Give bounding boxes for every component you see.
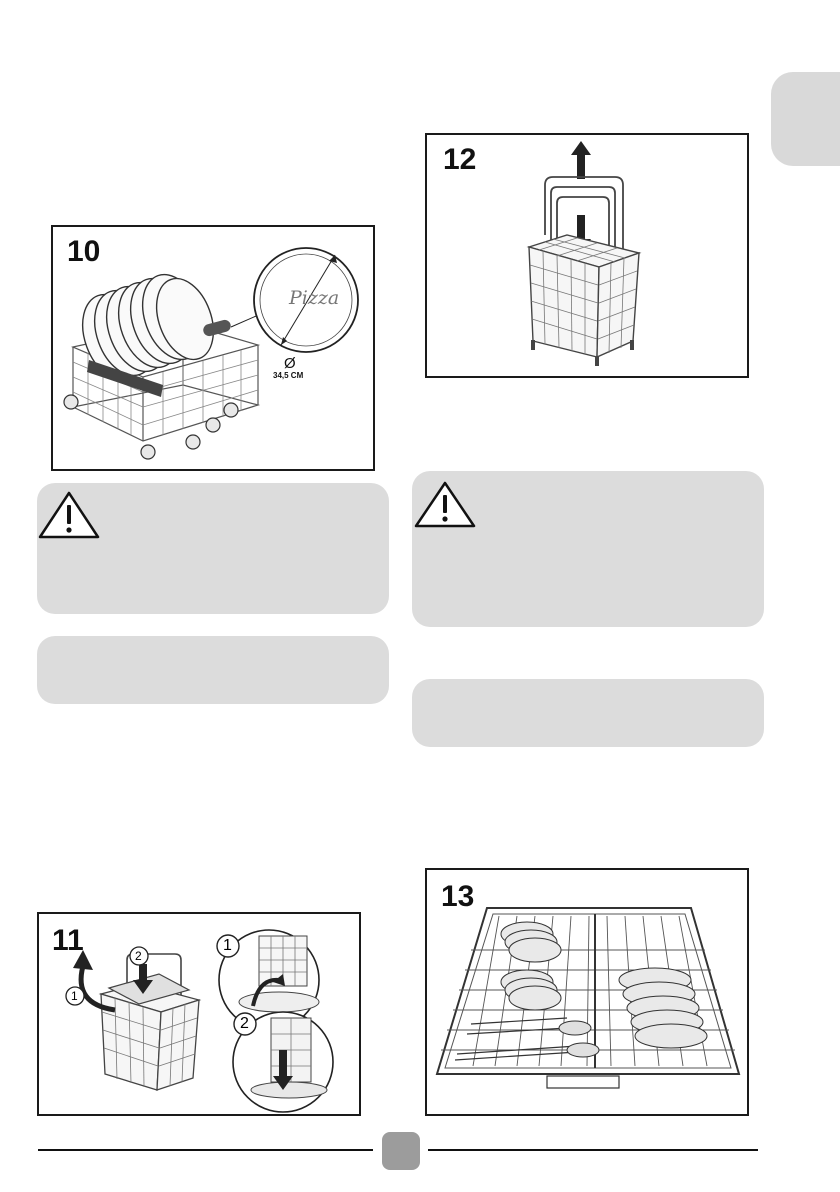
diameter-value: 34,5 CM (273, 371, 304, 380)
footer-rule-right (428, 1149, 758, 1151)
figure-number: 11 (52, 924, 84, 957)
detail-step-2-label: 2 (240, 1015, 249, 1032)
figure-11 (37, 912, 361, 1116)
step-1-label: 1 (71, 989, 78, 1003)
info-panel-right (412, 679, 764, 747)
detail-step-1-label: 1 (223, 937, 232, 954)
figure-12 (425, 133, 749, 378)
footer-rule-left (38, 1149, 373, 1151)
info-panel-left (37, 636, 389, 704)
language-side-tab (771, 72, 840, 166)
step-2-label: 2 (135, 949, 142, 963)
warning-panel-right (412, 471, 764, 627)
cutlery-basket-lift-illustration (427, 135, 747, 376)
cutlery-basket-separation-illustration (39, 914, 359, 1114)
page-number-badge (382, 1132, 420, 1170)
figure-number: 12 (443, 143, 477, 176)
figure-10 (51, 225, 375, 471)
cutlery-tray-illustration (427, 870, 747, 1114)
figure-13 (425, 868, 749, 1116)
warning-panel-left (37, 483, 389, 614)
pizza-label: Pizza (289, 287, 340, 309)
figure-number: 10 (67, 235, 101, 268)
diameter-symbol: Ø (284, 355, 296, 372)
figure-number: 13 (441, 880, 475, 913)
lower-basket-with-plates-illustration (53, 227, 373, 469)
